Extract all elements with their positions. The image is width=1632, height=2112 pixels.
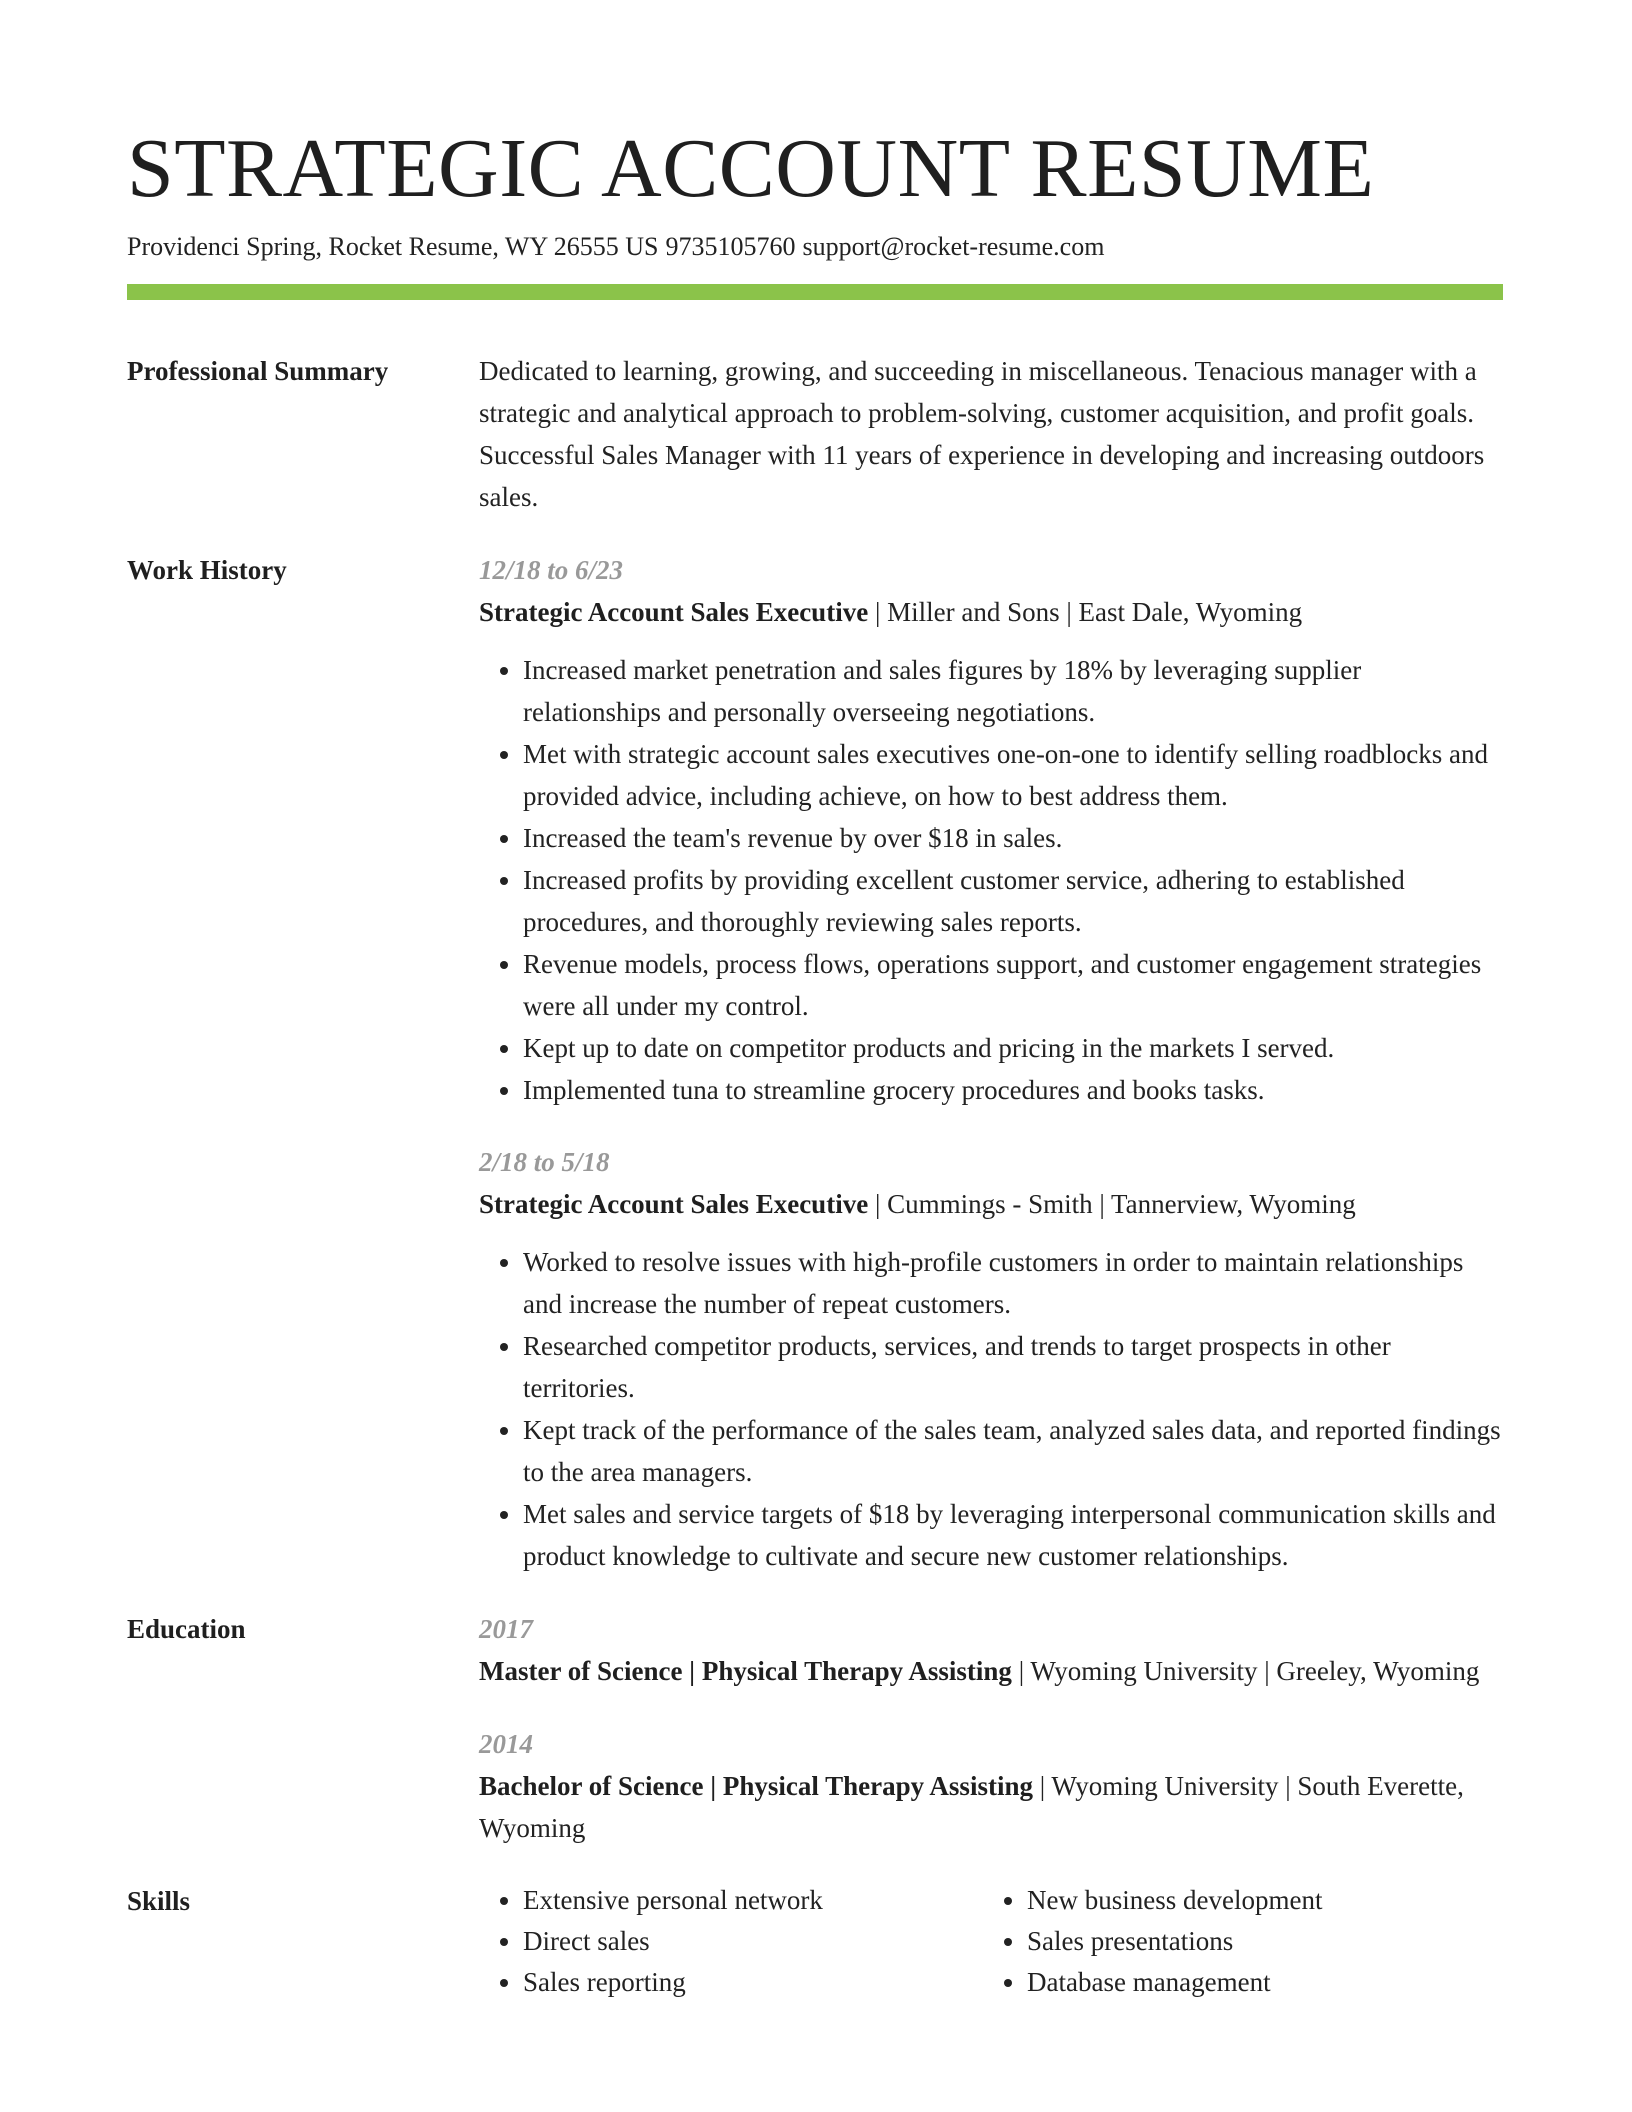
education-year: 2014 bbox=[479, 1729, 533, 1759]
education-heading bbox=[479, 1650, 1503, 1692]
job-bullet: • Worked to resolve issues with high-profile customers in order to maintain relationships and increase the number of repeat customers. bbox=[523, 1241, 1503, 1325]
contact-line bbox=[127, 230, 1503, 264]
work-history-label: Work History bbox=[127, 555, 287, 585]
education-degree: Bachelor of Science | Physical Therapy Assisting bbox=[479, 1771, 1033, 1801]
education-entry bbox=[479, 1723, 1503, 1849]
skill-item: • Sales presentations bbox=[1027, 1921, 1487, 1962]
job-details: | Cummings - Smith | Tannerview, Wyoming bbox=[868, 1189, 1356, 1219]
job-bullet: • Kept track of the performance of the sales team, analyzed sales data, and reported findings to the area managers. bbox=[523, 1409, 1503, 1493]
job-title: Strategic Account Sales Executive bbox=[479, 1189, 869, 1219]
summary-section bbox=[127, 350, 1503, 518]
contact-phone: 9735105760 bbox=[665, 232, 796, 261]
education-details: | Wyoming University | Greeley, Wyoming bbox=[1011, 1656, 1480, 1686]
skill-item: • Database management bbox=[1027, 1962, 1487, 2003]
job-bullet: • Increased the team's revenue by over $18 in sales. bbox=[523, 817, 1503, 859]
job-bullet: • Implemented tuna to streamline grocery procedures and books tasks. bbox=[523, 1069, 1503, 1111]
job-details: | Miller and Sons | East Dale, Wyoming bbox=[868, 597, 1303, 627]
job-bullet: • Kept up to date on competitor products and pricing in the markets I served. bbox=[523, 1027, 1503, 1069]
job-bullets bbox=[479, 1241, 1503, 1577]
summary-body bbox=[479, 350, 1503, 518]
resume-title: STRATEGIC ACCOUNT RESUME bbox=[127, 122, 1375, 215]
summary-text: Dedicated to learning, growing, and succeeding in miscellaneous. Tenacious manager with a strategic and analytical approach to problem-solving, customer acquisition, and profit goals. Successful Sales Manager with 11 years of experience in developing and increasing outdoors sales. bbox=[479, 356, 1485, 512]
skills-section bbox=[127, 1880, 1503, 2003]
job-heading bbox=[479, 1183, 1503, 1225]
education-body bbox=[479, 1608, 1503, 1849]
header-divider bbox=[127, 284, 1503, 300]
education-heading bbox=[479, 1765, 1503, 1849]
job-dates: 2/18 to 5/18 bbox=[479, 1147, 610, 1177]
education-degree: Master of Science | Physical Therapy Assisting bbox=[479, 1656, 1012, 1686]
job-bullet: • Researched competitor products, services, and trends to target prospects in other territories. bbox=[523, 1325, 1503, 1409]
job-bullet: • Revenue models, process flows, operations support, and customer engagement strategies were all under my control. bbox=[523, 943, 1503, 1027]
skill-item: • Sales reporting bbox=[523, 1962, 983, 2003]
resume-page bbox=[127, 118, 1503, 2003]
skill-item: • New business development bbox=[1027, 1880, 1487, 1921]
skill-item: • Extensive personal network bbox=[523, 1880, 983, 1921]
job-bullet: • Met with strategic account sales executives one-on-one to identify selling roadblocks and provided advice, including achieve, on how to best address them. bbox=[523, 733, 1503, 817]
skill-item: • Direct sales bbox=[523, 1921, 983, 1962]
contact-email: support@rocket-resume.com bbox=[802, 232, 1105, 261]
work-history-body bbox=[479, 549, 1503, 1577]
job-bullets bbox=[479, 649, 1503, 1111]
education-year: 2017 bbox=[479, 1614, 533, 1644]
skills-body bbox=[479, 1880, 1503, 2003]
job-entry bbox=[479, 549, 1503, 1111]
education-section bbox=[127, 1608, 1503, 1849]
job-bullet: • Increased market penetration and sales figures by 18% by leveraging supplier relationships and personally overseeing negotiations. bbox=[523, 649, 1503, 733]
job-heading bbox=[479, 591, 1503, 633]
job-bullet: • Increased profits by providing excellent customer service, adhering to established procedures, and thoroughly reviewing sales reports. bbox=[523, 859, 1503, 943]
education-label: Education bbox=[127, 1614, 246, 1644]
skills-label: Skills bbox=[127, 1886, 191, 1916]
education-details: | Wyoming University | South Everette, Wyoming bbox=[479, 1771, 1464, 1843]
job-dates: 12/18 to 6/23 bbox=[479, 555, 624, 585]
skills-column-2 bbox=[983, 1880, 1487, 2003]
skills-column-1 bbox=[479, 1880, 983, 2003]
contact-address: Providenci Spring, Rocket Resume, WY 26555 US bbox=[127, 232, 659, 261]
summary-label: Professional Summary bbox=[127, 356, 389, 386]
job-title: Strategic Account Sales Executive bbox=[479, 597, 869, 627]
job-bullet: • Met sales and service targets of $18 by leveraging interpersonal communication skills and product knowledge to cultivate and secure new customer relationships. bbox=[523, 1493, 1503, 1577]
job-entry bbox=[479, 1141, 1503, 1577]
education-entry bbox=[479, 1608, 1503, 1692]
work-history-section bbox=[127, 549, 1503, 1577]
